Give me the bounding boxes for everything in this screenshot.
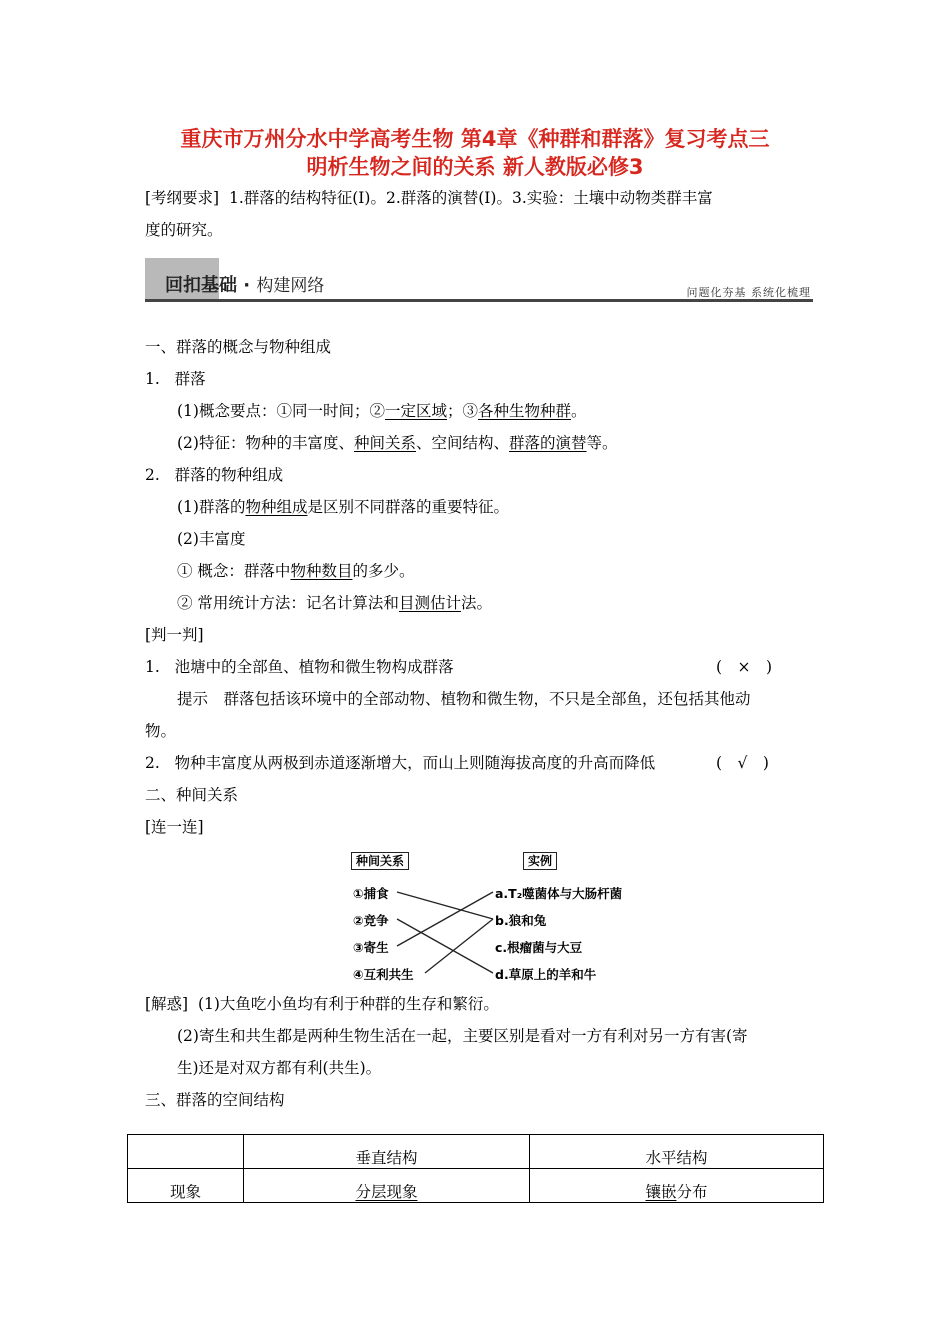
table-cell-horizontal <box>530 1169 824 1203</box>
link-line-3-a <box>397 892 493 946</box>
richness-method-line <box>177 593 492 613</box>
horizontal-post: 分布 <box>676 1183 708 1201</box>
requirements-tag: [考纲要求] <box>145 189 220 207</box>
link-line-2-d <box>397 919 493 973</box>
diagram-connector-lines <box>325 844 625 980</box>
section3-heading: 三、群落的空间结构 <box>145 1091 285 1109</box>
diagram-left-item: ③寄生 <box>353 940 389 955</box>
banner-title <box>165 271 324 297</box>
diagram-left-item: ②竞争 <box>353 913 389 928</box>
document-title-line2: 明析生物之间的关系 新人教版必修3 <box>306 155 644 179</box>
judge-q1 <box>145 657 454 677</box>
richness-line: (2)丰富度 <box>177 530 246 548</box>
q-number: 1. <box>145 658 160 676</box>
feature-line <box>177 433 618 453</box>
rconcept-underline: 物种数目 <box>290 562 353 580</box>
table-header-row <box>128 1135 824 1169</box>
table-header-cell <box>128 1135 244 1169</box>
item-label: 群落的物种组成 <box>174 466 284 484</box>
judge-heading: [判一判] <box>145 626 204 644</box>
item-label: 群落 <box>174 370 206 388</box>
banner-right-text: 问题化夯基 系统化梳理 <box>686 286 811 299</box>
requirements-line2: 度的研究。 <box>145 221 223 239</box>
feature-post: 等。 <box>586 434 618 452</box>
concept-underline-2: 各种生物种群 <box>478 402 572 420</box>
document-title-line1: 重庆市万州分水中学高考生物 第4章《种群和群落》复习考点三 <box>180 127 770 151</box>
feature-underline-2: 群落的演替 <box>509 434 587 452</box>
hint-line1: 提示 群落包括该环境中的全部动物、植物和微生物，不只是全部鱼，还包括其他动 <box>177 690 751 708</box>
horizontal-underline: 镶嵌 <box>645 1183 677 1201</box>
judge-q1-mark: ( × ) <box>716 658 773 676</box>
diagram-left-header: 种间关系 <box>351 852 409 870</box>
q-text: 物种丰富度从两极到赤道逐渐增大，而山上则随海拔高度的升高而降低 <box>174 754 656 772</box>
feature-mid: 、空间结构、 <box>415 434 509 452</box>
structure-table <box>127 1134 824 1203</box>
judge-q2 <box>145 753 655 773</box>
table-header-cell: 垂直结构 <box>244 1135 530 1169</box>
composition-line <box>177 497 509 517</box>
section1-item2 <box>145 465 283 485</box>
section1-item1 <box>145 369 206 389</box>
link-line-4-b <box>425 919 493 973</box>
q-number: 2. <box>145 754 160 772</box>
section2-heading: 二、种间关系 <box>145 786 239 804</box>
vertical-underline: 分层现象 <box>355 1183 418 1201</box>
comp-post: 是区别不同群落的重要特征。 <box>307 498 509 516</box>
matching-diagram <box>325 844 625 980</box>
table-row <box>128 1169 824 1203</box>
concept-underline-1: 一定区域 <box>384 402 447 420</box>
rmethod-post: 法。 <box>460 594 492 612</box>
explain-tag: [解惑] <box>145 995 189 1013</box>
explain-p1: (1)大鱼吃小鱼均有利于种群的生存和繁衍。 <box>197 995 499 1013</box>
table-header-cell: 水平结构 <box>530 1135 824 1169</box>
diagram-right-item: a.T₂噬菌体与大肠杆菌 <box>495 886 623 901</box>
feature-pre: (2)特征：物种的丰富度、 <box>177 434 354 452</box>
comp-underline: 物种组成 <box>245 498 308 516</box>
item-number: 2. <box>145 466 160 484</box>
table-cell-vertical <box>244 1169 530 1203</box>
explain-line3: 生)还是对双方都有利(共生)。 <box>177 1059 382 1077</box>
explain-line2: (2)寄生和共生都是两种生物生活在一起，主要区别是看对一方有利对另一方有害(寄 <box>177 1027 748 1045</box>
diagram-left-item: ④互利共生 <box>353 967 414 982</box>
q-text: 池塘中的全部鱼、植物和微生物构成群落 <box>174 658 454 676</box>
banner-subtitle: 构建网络 <box>256 276 325 296</box>
diagram-right-item: b.狼和兔 <box>495 913 547 928</box>
banner-title-main: 回扣基础 <box>165 275 237 296</box>
feature-underline-1: 种间关系 <box>353 434 416 452</box>
hint-line2: 物。 <box>145 722 177 740</box>
rmethod-pre: ② 常用统计方法：记名计算法和 <box>177 594 399 612</box>
link-heading: [连一连] <box>145 818 204 836</box>
concept-post: 。 <box>571 402 587 420</box>
table-row-label: 现象 <box>128 1169 244 1203</box>
rconcept-post: 的多少。 <box>352 562 415 580</box>
diagram-right-item: d.草原上的羊和牛 <box>495 967 597 982</box>
rconcept-pre: ① 概念：群落中 <box>177 562 291 580</box>
concept-line <box>177 401 587 421</box>
judge-q2-mark: ( √ ) <box>716 754 769 772</box>
concept-pre: (1)概念要点：①同一时间；② <box>177 402 385 420</box>
banner-dot: · <box>243 275 251 296</box>
diagram-left-item: ①捕食 <box>353 886 389 901</box>
requirements-text1: 1.群落的结构特征(Ⅰ)。2.群落的演替(Ⅰ)。3.实验：土壤中动物类群丰富 <box>228 189 713 207</box>
section1-heading: 一、群落的概念与物种组成 <box>145 338 332 356</box>
requirements-line1 <box>145 188 713 208</box>
link-line-1-b <box>397 892 493 919</box>
section-banner <box>145 258 813 303</box>
diagram-right-item: c.根瘤菌与大豆 <box>495 940 583 955</box>
item-number: 1. <box>145 370 160 388</box>
comp-pre: (1)群落的 <box>177 498 246 516</box>
diagram-right-header: 实例 <box>523 852 557 870</box>
rmethod-underline: 目测估计 <box>398 594 461 612</box>
explain-line1 <box>145 994 499 1014</box>
concept-mid: ；③ <box>446 402 478 420</box>
richness-concept-line <box>177 561 414 581</box>
